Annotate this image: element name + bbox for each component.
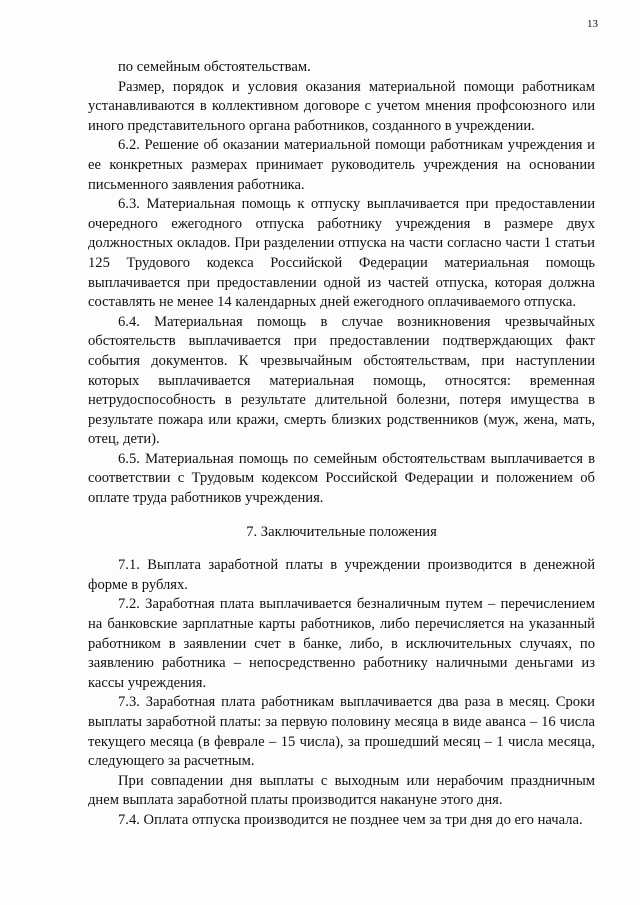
paragraph: 6.5. Материальная помощь по семейным обстоятельствам выплачивается в соответствии с Трудовым кодексом Российской Федерации и положением об оплате труда работников учреждения.	[88, 450, 595, 507]
page-number: 13	[587, 18, 598, 30]
paragraph: 6.3. Материальная помощь к отпуску выплачивается при предоставлении очередного ежегодного отпуска работнику учреждения в размере двух должностных окладов. При разделении отпуска на части согласно части 1 статьи 125 Трудового кодекса Российской Федерации материальная помощь выплачивается при предоставлении одной из частей отпуска, которая должна составлять не менее 14 календарных дней ежегодного оплачиваемого отпуска.	[88, 196, 595, 311]
paragraph: 7.2. Заработная плата выплачивается безналичным путем – перечислением на банковские зарплатные карты работников, либо перечисляется на указанный работником в заявлении счет в банке, либо, в исключительных случаях, по заявлению работника – непосредственно работнику наличными деньгами из кассы учреждения.	[88, 596, 595, 691]
paragraph: 7.1. Выплата заработной платы в учреждении производится в денежной форме в рублях.	[88, 557, 595, 593]
paragraph: 6.2. Решение об оказании материальной помощи работникам учреждения и ее конкретных размерах принимает руководитель учреждения на основании письменного заявления работника.	[88, 137, 595, 193]
section-title: 7. Заключительные положения	[246, 523, 437, 540]
paragraph: При совпадении дня выплаты с выходным или нерабочим праздничным днем выплата заработной платы производится накануне этого дня.	[88, 772, 595, 809]
paragraph: по семейным обстоятельствам.	[118, 59, 311, 75]
paragraph: 6.4. Материальная помощь в случае возникновения чрезвычайных обстоятельств выплачивается при предоставлении подтверждающих факт события документов. К чрезвычайным обстоятельствам, при наступлении которых выплачивается материальная помощь, относятся: временная нетрудоспособность в результате длительной болезни, потеря имущества в результате пожара или кражи, смерть близких родственников (муж, жена, мать, отец, дети).	[88, 313, 595, 448]
document-body	[88, 58, 595, 831]
paragraph: 7.4. Оплата отпуска производится не позднее чем за три дня до его начала.	[118, 811, 583, 828]
paragraph: 7.3. Заработная плата работникам выплачивается два раза в месяц. Сроки выплаты заработной платы: за первую половину месяца в виде аванса – 16 числа текущего месяца (в феврале – 15 числа), за прошедший месяц – 1 числа месяца, следующего за расчетным.	[88, 694, 595, 770]
paragraph: Размер, порядок и условия оказания материальной помощи работникам устанавливаются в коллективном договоре с учетом мнения профсоюзного или иного представительного органа работников, созданного в учреждении.	[88, 78, 595, 134]
